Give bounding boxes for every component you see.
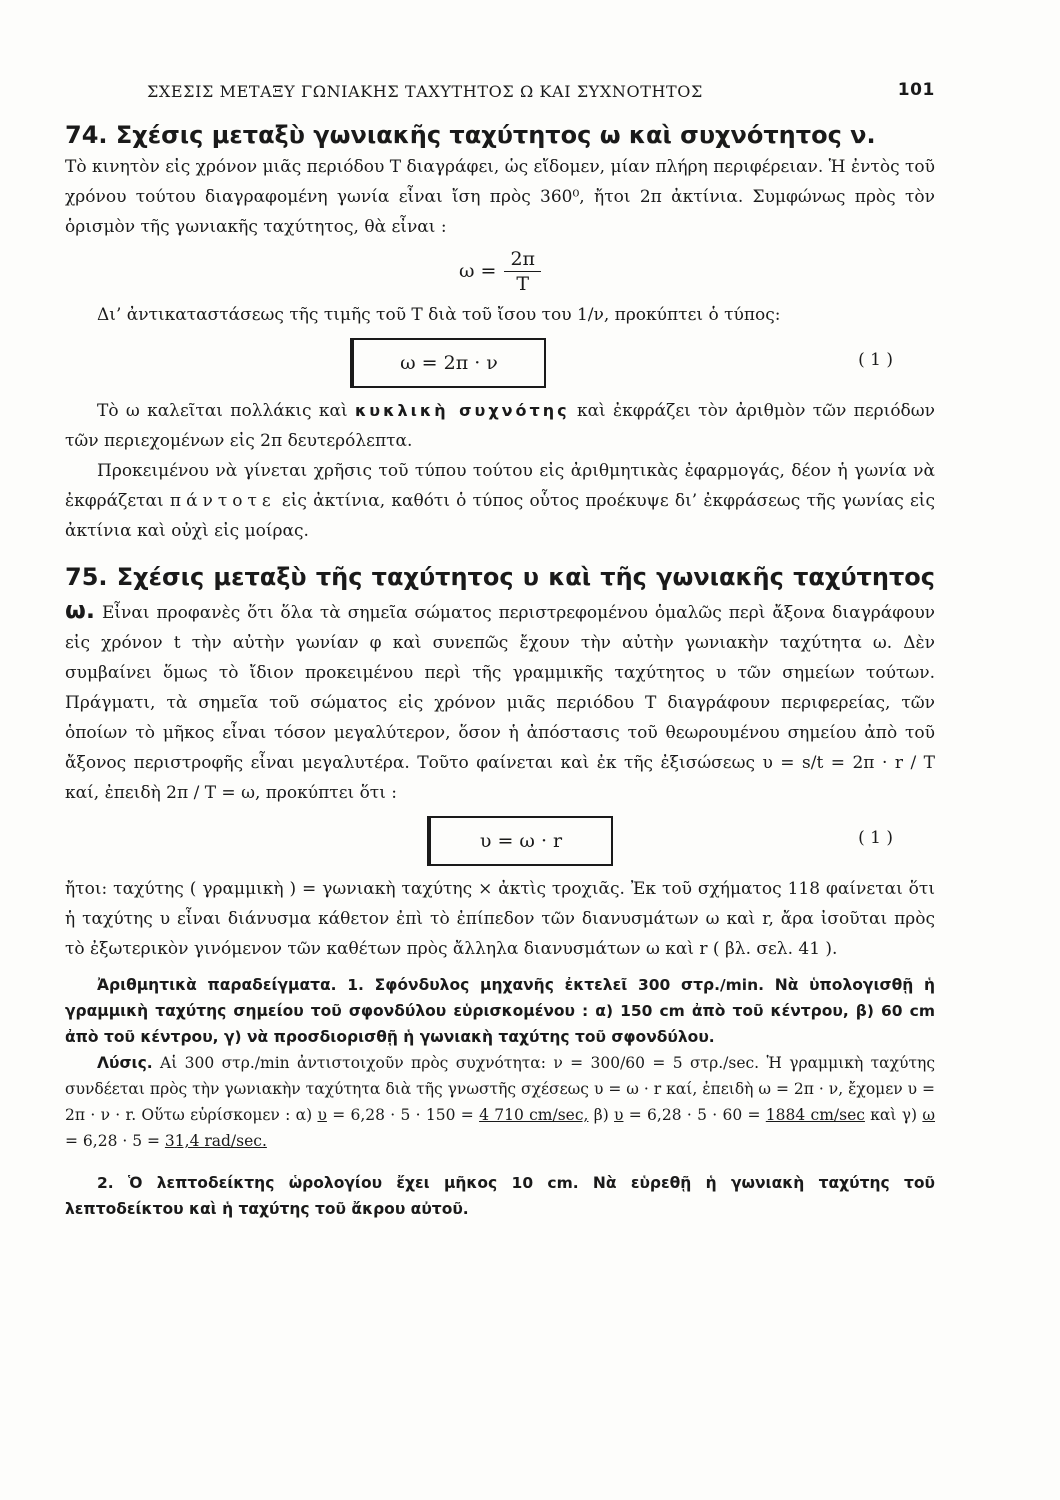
example-1 bbox=[65, 972, 935, 1050]
section-74-paragraph-3 bbox=[65, 396, 935, 456]
example-1-solution bbox=[65, 1050, 935, 1154]
section-74-paragraph-4 bbox=[65, 456, 935, 546]
solution-w: ω bbox=[922, 1106, 936, 1124]
boxed-equation-omega: ω = 2π · ν bbox=[350, 338, 546, 388]
section-75-paragraph-2: ἤτοι: ταχύτης ( γραμμικὴ ) = γωνιακὴ ταχύτης × ἀκτὶς τροχιᾶς. Ἐκ τοῦ σχήματος 118 φαίνεται ὅτι ἡ ταχύτης υ εἶναι διάνυσμα κάθετον ἐπὶ τὸ ἐπίπεδον τῶν διανυσμάτων ω καὶ r, ἄρα ἰσοῦται πρὸς τὸ ἐξωτερικὸν γινόμενον τῶν καθέτων πρὸς ἄλληλα διανυσμάτων ω καὶ r ( βλ. σελ. 41 ). bbox=[65, 879, 935, 959]
running-title: ΣΧΕΣΙΣ ΜΕΤΑΞΥ ΓΩΝΙΑΚΗΣ ΤΑΧΥΤΗΤΟΣ Ω ΚΑΙ ΣΥΧΝΟΤΗΤΟΣ bbox=[147, 82, 703, 101]
page-number: 101 bbox=[897, 80, 935, 100]
solution-label: Λύσις. bbox=[97, 1054, 153, 1072]
equation-omega-fraction bbox=[65, 242, 935, 300]
solution-result-3: 31,4 rad/sec. bbox=[164, 1132, 267, 1150]
solution-text-b: = 6,28 · 5 · 150 = bbox=[326, 1106, 480, 1124]
solution-result-1: 4 710 cm/sec, bbox=[479, 1106, 589, 1124]
fraction-numerator: 2π bbox=[504, 247, 541, 272]
section-74-paragraph-1: Τὸ κινητὸν εἰς χρόνον μιᾶς περιόδου Τ διαγράφει, ὡς εἴδομεν, μίαν πλήρη περιφέρειαν. Ἡ ἐντὸς τοῦ χρόνου τούτου διαγραφομένη γωνία εἶναι ἴση πρὸς 360⁰, ἤτοι 2π ἀκτίνια. Συμφώνως πρὸς τὸν ὁρισμὸν τῆς γωνιακῆς ταχύτητος, θὰ εἶναι : bbox=[65, 157, 935, 237]
boxed-equation-velocity: υ = ω · r bbox=[427, 816, 613, 866]
solution-text-d: = 6,28 · 5 · 60 = bbox=[623, 1106, 766, 1124]
p4-text-a: Προκειμένου νὰ γίνεται χρῆσις τοῦ τύπου τούτου εἰς ἀριθμητικὰς ἐφαρμογάς, δέον ἡ γωνία νὰ ἐκφράζεται bbox=[65, 461, 935, 511]
term-pantote: πάντοτε bbox=[169, 491, 276, 511]
running-head bbox=[65, 78, 935, 114]
solution-text-a: Αἱ 300 στρ./min ἀντιστοιχοῦν πρὸς συχνότητα: ν = 300/60 = 5 στρ./sec. Ἡ γραμμικὴ ταχύτης συνδέεται πρὸς τὴν γωνιακὴν ταχύτητα διὰ τῆς γνωστῆς σχέσεως υ = ω · r καί, ἐπειδὴ ω = 2π · ν, ἔχομεν υ = 2π · ν · r. Οὕτω εὑρίσκομεν : α) bbox=[65, 1054, 935, 1124]
solution-u2: υ bbox=[614, 1106, 624, 1124]
solution-u1: υ bbox=[317, 1106, 327, 1124]
section-75-paragraph-1: Εἶναι προφανὲς ὅτι ὅλα τὰ σημεῖα σώματος περιστρεφομένου ὁμαλῶς περὶ ἄξονα διαγράφουν εἰς χρόνον t τὴν αὐτὴν γωνίαν φ καὶ συνεπῶς ἔχουν τὴν αὐτὴν γωνιακὴν ταχύτητα ω. Δὲν συμβαίνει ὅμως τὸ ἴδιον προκειμένου περὶ τῆς γραμμικῆς ταχύτητος υ τῶν σημείων τούτων. Πράγματι, τὰ σημεῖα τοῦ σώματος εἰς χρόνον μιᾶς περιόδου Τ διαγράφουν περιφερείας, τῶν ὁποίων τὸ μῆκος εἶναι τόσον μεγαλύτερον, ὅσον ἡ ἀπόστασις τοῦ θεωρουμένου σημείου ἀπὸ τοῦ ἄξονος περιστροφῆς εἶναι μεγαλυτέρα. Τοῦτο φαίνεται καὶ ἐκ τῆς ἐξισώσεως υ = s/t = 2π · r / Τ καί, ἐπειδὴ 2π / Τ = ω, προκύπτει ὅτι : bbox=[65, 603, 936, 803]
section-75-block bbox=[65, 562, 935, 808]
p3-text-a: Τὸ ω καλεῖται πολλάκις καὶ bbox=[97, 401, 355, 421]
example-2: 2. Ὁ λεπτοδείκτης ὡρολογίου ἔχει μῆκος 10 cm. Νὰ εὑρεθῇ ἡ γωνιακὴ ταχύτης τοῦ λεπτοδείκτου καὶ ἡ ταχύτης τοῦ ἄκρου αὐτοῦ. bbox=[65, 1174, 935, 1218]
examples-heading: Ἀριθμητικὰ παραδείγματα. bbox=[97, 976, 337, 994]
solution-text-f: = 6,28 · 5 = bbox=[65, 1132, 165, 1150]
boxed-equation-row-2 bbox=[65, 808, 935, 874]
term-kykliki-sychnotis: κυκλικὴ συχνότης bbox=[354, 401, 570, 420]
equation-lhs: ω = bbox=[458, 260, 497, 282]
book-page bbox=[65, 78, 935, 1222]
example-1-text: 1. Σφόνδυλος μηχανῆς ἐκτελεῖ 300 στρ./min. Νὰ ὑπολογισθῇ ἡ γραμμικὴ ταχύτης σημείου τοῦ σφονδύλου εὑρισκομένου : α) 150 cm ἀπὸ τοῦ κέντρου, β) 60 cm ἀπὸ τοῦ κέντρου, γ) νὰ προσδιορισθῇ ἡ γωνιακὴ ταχύτης τοῦ σφονδύλου. bbox=[65, 976, 936, 1046]
solution-text-c: β) bbox=[588, 1106, 615, 1124]
section-74-title: 74. Σχέσις μεταξὺ γωνιακῆς ταχύτητος ω καὶ συχνότητος ν. bbox=[65, 121, 876, 149]
boxed-equation-row-1 bbox=[65, 330, 935, 396]
section-74-paragraph-2: Δι’ ἀντικαταστάσεως τῆς τιμῆς τοῦ Τ διὰ τοῦ ἴσου του 1/ν, προκύπτει ὁ τύπος: bbox=[97, 305, 781, 325]
section-75-title: 75. Σχέσις μεταξὺ τῆς ταχύτητος υ καὶ τῆς γωνιακῆς ταχύτητος ω. bbox=[65, 563, 935, 624]
equation-number: ( 1 ) bbox=[858, 350, 893, 370]
p3-text-b: καὶ ἐκφράζει τὸν ἀριθμὸν τῶν περιόδων τῶν περιεχομένων εἰς 2π δευτερόλεπτα. bbox=[65, 401, 935, 451]
equation-number-2: ( 1 ) bbox=[858, 828, 893, 848]
solution-text-e: καὶ γ) bbox=[864, 1106, 923, 1124]
solution-result-2: 1884 cm/sec bbox=[765, 1106, 865, 1124]
fraction bbox=[504, 247, 541, 296]
fraction-denominator: Τ bbox=[516, 272, 530, 295]
p4-text-b: εἰς ἀκτίνια, καθότι ὁ τύπος οὗτος προέκυψε δι’ ἐκφράσεως τῆς γωνίας εἰς ἀκτίνια καὶ οὐχὶ εἰς μοίρας. bbox=[65, 491, 935, 541]
